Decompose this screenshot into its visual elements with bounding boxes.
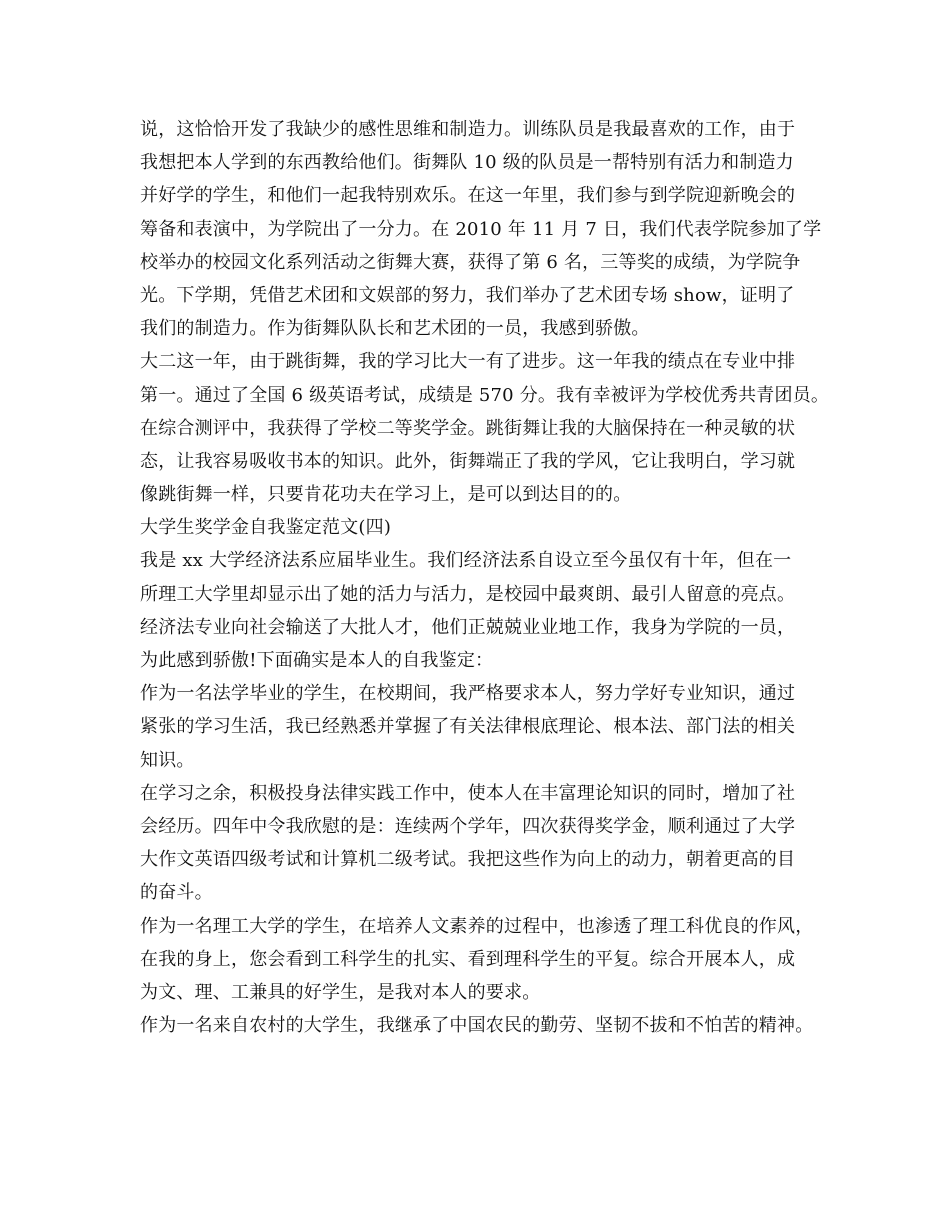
text-line: 作为一名来自农村的大学生，我继承了中国农民的勤劳、坚韧不拔和不怕苦的精神。	[140, 1015, 814, 1037]
text-line: 在我的身上，您会看到工科学生的扎实、看到理科学生的平复。综合开展本人，成	[140, 948, 796, 970]
text-line: 筹备和表演中，为学院出了一分力。在 2010 年 11 月 7 日，我们代表学院参加了学	[140, 218, 822, 240]
text-line: 态，让我容易吸收书本的知识。此外，街舞端正了我的学风，它让我明白，学习就	[140, 450, 796, 472]
text-line: 我们的制造力。作为街舞队队长和艺术团的一员，我感到骄傲。	[140, 318, 650, 340]
text-line: 我是 xx 大学经济法系应届毕业生。我们经济法系自设立至今虽仅有十年，但在一	[140, 550, 792, 572]
text-line: 的奋斗。	[140, 882, 213, 904]
section-heading: 大学生奖学金自我鉴定范文(四)	[140, 517, 392, 539]
text-line: 光。下学期，凭借艺术团和文娱部的努力，我们举办了艺术团专场 show，证明了	[140, 284, 795, 306]
text-line: 在综合测评中，我获得了学校二等奖学金。跳街舞让我的大脑保持在一种灵敏的状	[140, 417, 796, 439]
text-line: 为此感到骄傲!下面确实是本人的自我鉴定：	[140, 650, 494, 671]
text-line: 第一。通过了全国 6 级英语考试，成绩是 570 分。我有幸被评为学校优秀共青团员。	[140, 384, 830, 406]
text-line: 作为一名理工大学的学生，在培养人文素养的过程中，也渗透了理工科优良的作风，	[140, 915, 814, 937]
text-line: 紧张的学习生活，我已经熟悉并掌握了有关法律根底理论、根本法、部门法的相关	[140, 716, 796, 738]
text-line: 知识。	[140, 749, 195, 771]
text-line: 在学习之余，积极投身法律实践工作中，使本人在丰富理论知识的同时，增加了社	[140, 782, 796, 804]
text-line: 说，这恰恰开发了我缺少的感性思维和制造力。训练队员是我最喜欢的工作，由于	[140, 119, 796, 140]
text-line: 大作文英语四级考试和计算机二级考试。我把这些作为向上的动力，朝着更高的目	[140, 849, 796, 871]
text-line: 校举办的校园文化系列活动之街舞大赛，获得了第 6 名，三等奖的成绩，为学院争	[140, 251, 801, 273]
text-line: 并好学的学生，和他们一起我特别欢乐。在这一年里，我们参与到学院迎新晚会的	[140, 185, 796, 207]
text-line: 为文、理、工兼具的好学生，是我对本人的要求。	[140, 981, 541, 1003]
text-line: 作为一名法学毕业的学生，在校期间，我严格要求本人，努力学好专业知识，通过	[140, 683, 796, 705]
document-body	[140, 113, 830, 1042]
text-line: 像跳街舞一样，只要肯花功夫在学习上，是可以到达目的的。	[140, 484, 632, 506]
text-line: 所理工大学里却显示出了她的活力与活力，是校园中最爽朗、最引人留意的亮点。	[140, 583, 796, 605]
text-line: 我想把本人学到的东西教给他们。街舞队 10 级的队员是一帮特别有活力和制造力	[140, 152, 794, 174]
text-line: 经济法专业向社会输送了大批人才，他们正兢兢业业地工作，我身为学院的一员，	[140, 616, 796, 638]
text-line: 大二这一年，由于跳街舞，我的学习比大一有了进步。这一年我的绩点在专业中排	[140, 351, 796, 373]
text-line: 会经历。四年中令我欣慰的是：连续两个学年，四次获得奖学金，顺利通过了大学	[140, 815, 796, 837]
